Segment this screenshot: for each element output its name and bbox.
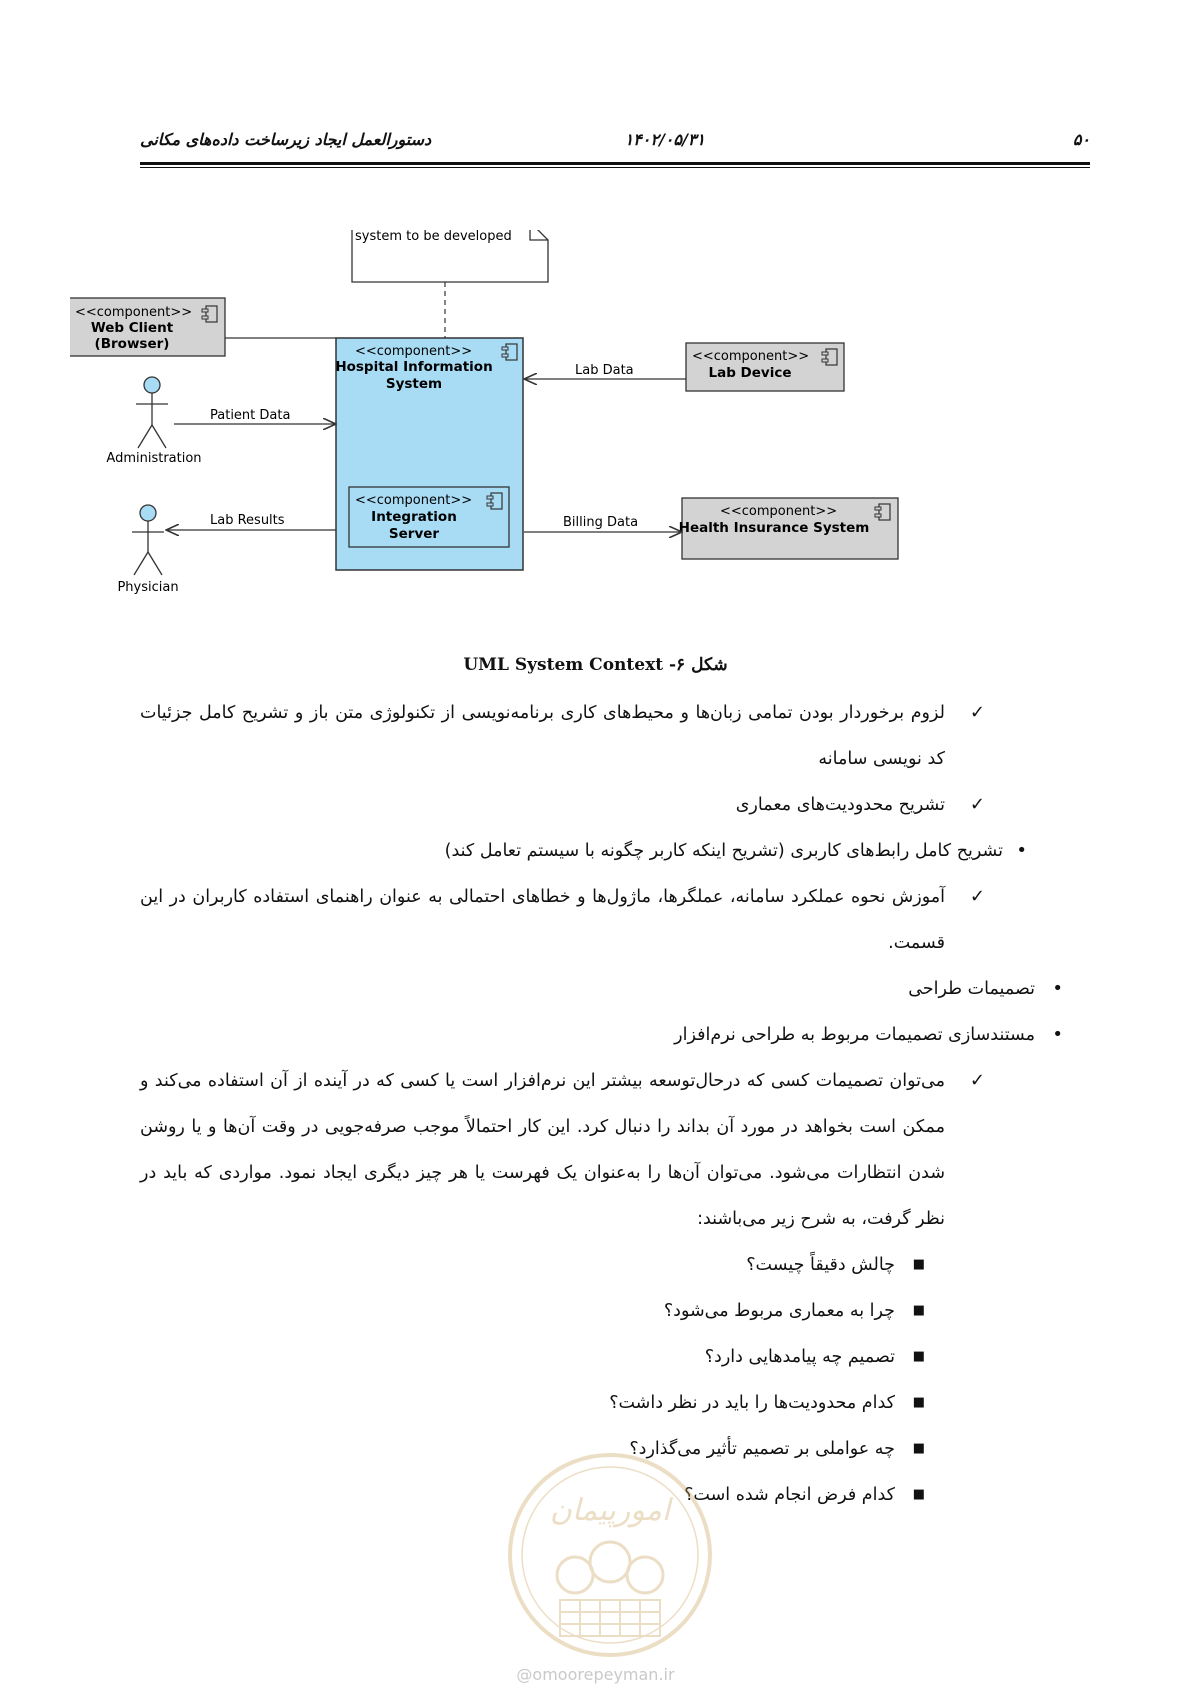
patient-data-label: Patient Data (210, 408, 291, 423)
integration-sublabel: Server (388, 526, 440, 542)
lab-data-label: Lab Data (575, 363, 634, 378)
item-text: تشریح محدودیت‌های معماری (735, 795, 945, 815)
insurance-stereotype: <<component>> (720, 504, 838, 519)
page-number: ۵۰ (1072, 130, 1090, 149)
health-insurance-component (679, 498, 898, 559)
header-title: دستورالعمل ایجاد زیرساخت داده‌های مکانی (140, 130, 432, 149)
web-client-component (70, 298, 225, 356)
lab-device-stereotype: <<component>> (692, 349, 810, 364)
bullet-icon: • (1052, 978, 1063, 999)
document-body (140, 690, 1063, 1518)
lab-device-label: Lab Device (708, 365, 792, 381)
uml-system-context-diagram (70, 230, 970, 630)
list-item (140, 1288, 985, 1334)
list-item (140, 1242, 985, 1288)
list-item (140, 782, 985, 828)
item-text: کدام فرض انجام شده است؟ (684, 1485, 895, 1505)
watermark-logo (505, 1450, 715, 1660)
header-date: ۱۴۰۲/۰۵/۳۱ (624, 130, 705, 149)
web-client-sublabel: (Browser) (94, 336, 170, 352)
page-header (140, 130, 1090, 164)
square-bullet-icon: ■ (912, 1303, 925, 1318)
web-client-label: Web Client (90, 320, 174, 336)
square-bullet-icon: ■ (912, 1349, 925, 1364)
header-rule (140, 162, 1090, 165)
header-rule-thin (140, 167, 1090, 168)
his-sublabel: System (385, 376, 443, 392)
item-text: چرا به معماری مربوط می‌شود؟ (663, 1301, 895, 1321)
list-item (140, 1012, 1063, 1058)
bullet-icon: • (1052, 1024, 1063, 1045)
his-label: Hospital Information (335, 359, 493, 375)
check-icon: ✓ (969, 886, 985, 907)
check-icon: ✓ (969, 1070, 985, 1091)
item-text: کدام محدودیت‌ها را باید در نظر داشت؟ (609, 1393, 895, 1413)
watermark-logo-word: امورپیمان (549, 1493, 671, 1528)
administration-actor (106, 377, 201, 466)
list-item (140, 874, 985, 966)
square-bullet-icon: ■ (912, 1441, 925, 1456)
list-item (140, 1380, 985, 1426)
note-shape (352, 230, 548, 282)
item-text: می‌توان تصمیمات کسی که درحال‌توسعه بیشتر این نرم‌افزار است یا کسی که در آینده از آن استفاده می‌کند و ممکن است بخواهد در مورد آن بداند را دنبال کرد. این کار احتمالاً موجب صرفه‌جویی در وقت آن‌ها و یا روشن شدن انتظارات می‌شود. می‌توان آن‌ها را به‌عنوان یک فهرست یا هر چیز دیگری ایجاد نمود. مواردی که باید در نظر گرفت، به شرح زیر می‌باشند: (140, 1071, 945, 1229)
integration-stereotype: <<component>> (355, 493, 473, 508)
integration-label: Integration (371, 509, 457, 525)
physician-label: Physician (117, 580, 179, 595)
item-text: تصمیمات طراحی (908, 979, 1035, 999)
integration-server-component (349, 487, 509, 547)
list-item (140, 828, 1027, 874)
item-text: مستندسازی تصمیمات مربوط به طراحی نرم‌افزار (674, 1025, 1035, 1045)
item-text: تشریح کامل رابط‌های کاربری (تشریح اینکه کاربر چگونه با سیستم تعامل کند) (444, 841, 1003, 861)
item-text: تصمیم چه پیامدهایی دارد؟ (704, 1347, 895, 1367)
check-icon: ✓ (969, 794, 985, 815)
his-stereotype: <<component>> (355, 344, 473, 359)
note-text: system to be developed (355, 230, 512, 244)
square-bullet-icon: ■ (912, 1395, 925, 1410)
item-text: لزوم برخوردار بودن تمامی زبان‌ها و محیط‌های کاری برنامه‌نویسی از تکنولوژی متن باز و تشریح کامل جزئیات کد نویسی سامانه (140, 703, 945, 769)
insurance-label: Health Insurance System (678, 520, 870, 536)
watermark-site: @omoorepeyman.ir (516, 1665, 675, 1684)
item-text: چه عواملی بر تصمیم تأثیر می‌گذارد؟ (629, 1439, 895, 1459)
item-text: چالش دقیقاً چیست؟ (746, 1255, 895, 1275)
lab-device-component (686, 343, 844, 391)
figure-caption: شکل ۶- UML System Context (463, 655, 728, 675)
administration-label: Administration (106, 451, 202, 466)
web-client-stereotype: <<component>> (75, 305, 193, 320)
list-item (140, 1058, 985, 1242)
list-item (140, 966, 1063, 1012)
list-item (140, 690, 985, 782)
list-item (140, 1334, 985, 1380)
check-icon: ✓ (969, 702, 985, 723)
square-bullet-icon: ■ (912, 1487, 925, 1502)
lab-results-label: Lab Results (210, 513, 285, 528)
billing-data-label: Billing Data (563, 515, 639, 530)
physician-actor (117, 505, 178, 595)
square-bullet-icon: ■ (912, 1257, 925, 1272)
bullet-icon: • (1016, 840, 1027, 861)
item-text: آموزش نحوه عملکرد سامانه، عملگرها، ماژول‌ها و خطاهای احتمالی به عنوان راهنمای استفاده کاربران در این قسمت. (140, 887, 945, 953)
